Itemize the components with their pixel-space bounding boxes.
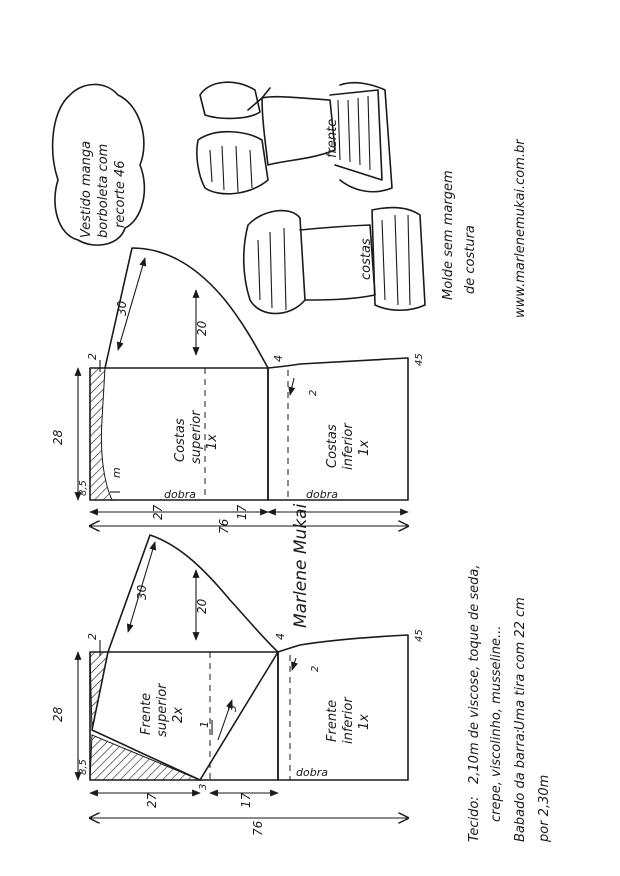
fabric-label: Tecido: (467, 796, 482, 842)
fabric-line-2: crepe, viscolinho, musseline... (489, 625, 504, 822)
front-lower-label-2: inferior (341, 697, 356, 744)
back-dim-76: 76 (217, 518, 231, 534)
front-lower-label-3: 1x (357, 714, 372, 730)
back-dim-4: 4 (272, 355, 285, 362)
signature-text: Marlene Mukai (291, 503, 311, 628)
front-dim-28: 28 (51, 706, 65, 722)
notes-line-1: Molde sem margem (441, 170, 456, 300)
front-dim-45: 45 (414, 629, 425, 642)
back-dim-8-5: 8,5 (78, 480, 89, 496)
back-upper-label-3: 1x (205, 434, 220, 450)
front-pattern (51, 535, 425, 836)
front-dim-76: 76 (251, 820, 265, 836)
title-line-2: borboleta com (96, 143, 111, 238)
front-dim-corner-3: 3 (198, 783, 209, 790)
back-lower-label-2: inferior (341, 423, 356, 470)
front-lower-label-1: Frente (325, 699, 340, 742)
front-dim-17: 17 (239, 792, 253, 808)
back-pattern (51, 248, 425, 534)
sketch-back (244, 208, 425, 314)
front-fold: dobra (296, 766, 328, 779)
sketch-back-label: costas (359, 238, 374, 280)
front-dim-dart-1: 1 (198, 721, 211, 728)
notes (441, 170, 478, 300)
front-dim-8-5: 8,5 (78, 759, 89, 775)
title-line-1: Vestido manga (79, 140, 94, 238)
ruffle-line-4: por 2,30m (537, 774, 552, 842)
front-dim-20: 20 (195, 598, 209, 614)
ruffle-label: Babado da barra: (513, 728, 528, 842)
title-line-3: recorte 46 (113, 160, 128, 228)
signature (291, 503, 311, 628)
front-upper-label-2: superior (155, 683, 170, 737)
notes-line-2: de costura (463, 225, 478, 294)
front-dim-27: 27 (145, 792, 159, 808)
fabric-value: 2,10m de viscose, toque de seda, (467, 564, 482, 784)
back-dim-m: m (110, 467, 123, 478)
back-upper-label-2: superior (189, 410, 204, 464)
website-text: www.marlenemukai.com.br (513, 139, 528, 318)
back-dim-30: 30 (115, 300, 129, 316)
back-fold-upper: dobra (164, 488, 196, 501)
front-upper-label-1: Frente (139, 692, 154, 735)
title-bubble (53, 84, 145, 245)
back-dim-2-waist: 2 (308, 389, 319, 396)
front-dim-2: 2 (86, 633, 99, 640)
fabric-notes (467, 564, 552, 843)
sketch-front (197, 82, 392, 194)
back-fold-lower: dobra (306, 488, 338, 501)
sketch-front-label: frente (325, 118, 340, 158)
back-dim-28: 28 (51, 429, 65, 445)
front-dim-30: 30 (135, 584, 149, 600)
back-dim-20: 20 (195, 320, 209, 336)
back-dim-17: 17 (235, 504, 249, 520)
back-lower-label-3: 1x (357, 440, 372, 456)
ruffle-value: Uma tira com 22 cm (513, 597, 528, 730)
back-dim-2: 2 (86, 353, 99, 360)
back-dim-27: 27 (151, 504, 165, 520)
front-upper-label-3: 2x (171, 707, 186, 723)
front-dim-dart-3: 3 (226, 705, 239, 712)
front-dim-4: 4 (274, 633, 287, 640)
back-upper-label-1: Costas (173, 418, 188, 462)
back-dim-45: 45 (414, 353, 425, 366)
back-lower-label-1: Costas (325, 424, 340, 468)
front-dim-2-waist: 2 (310, 665, 321, 672)
